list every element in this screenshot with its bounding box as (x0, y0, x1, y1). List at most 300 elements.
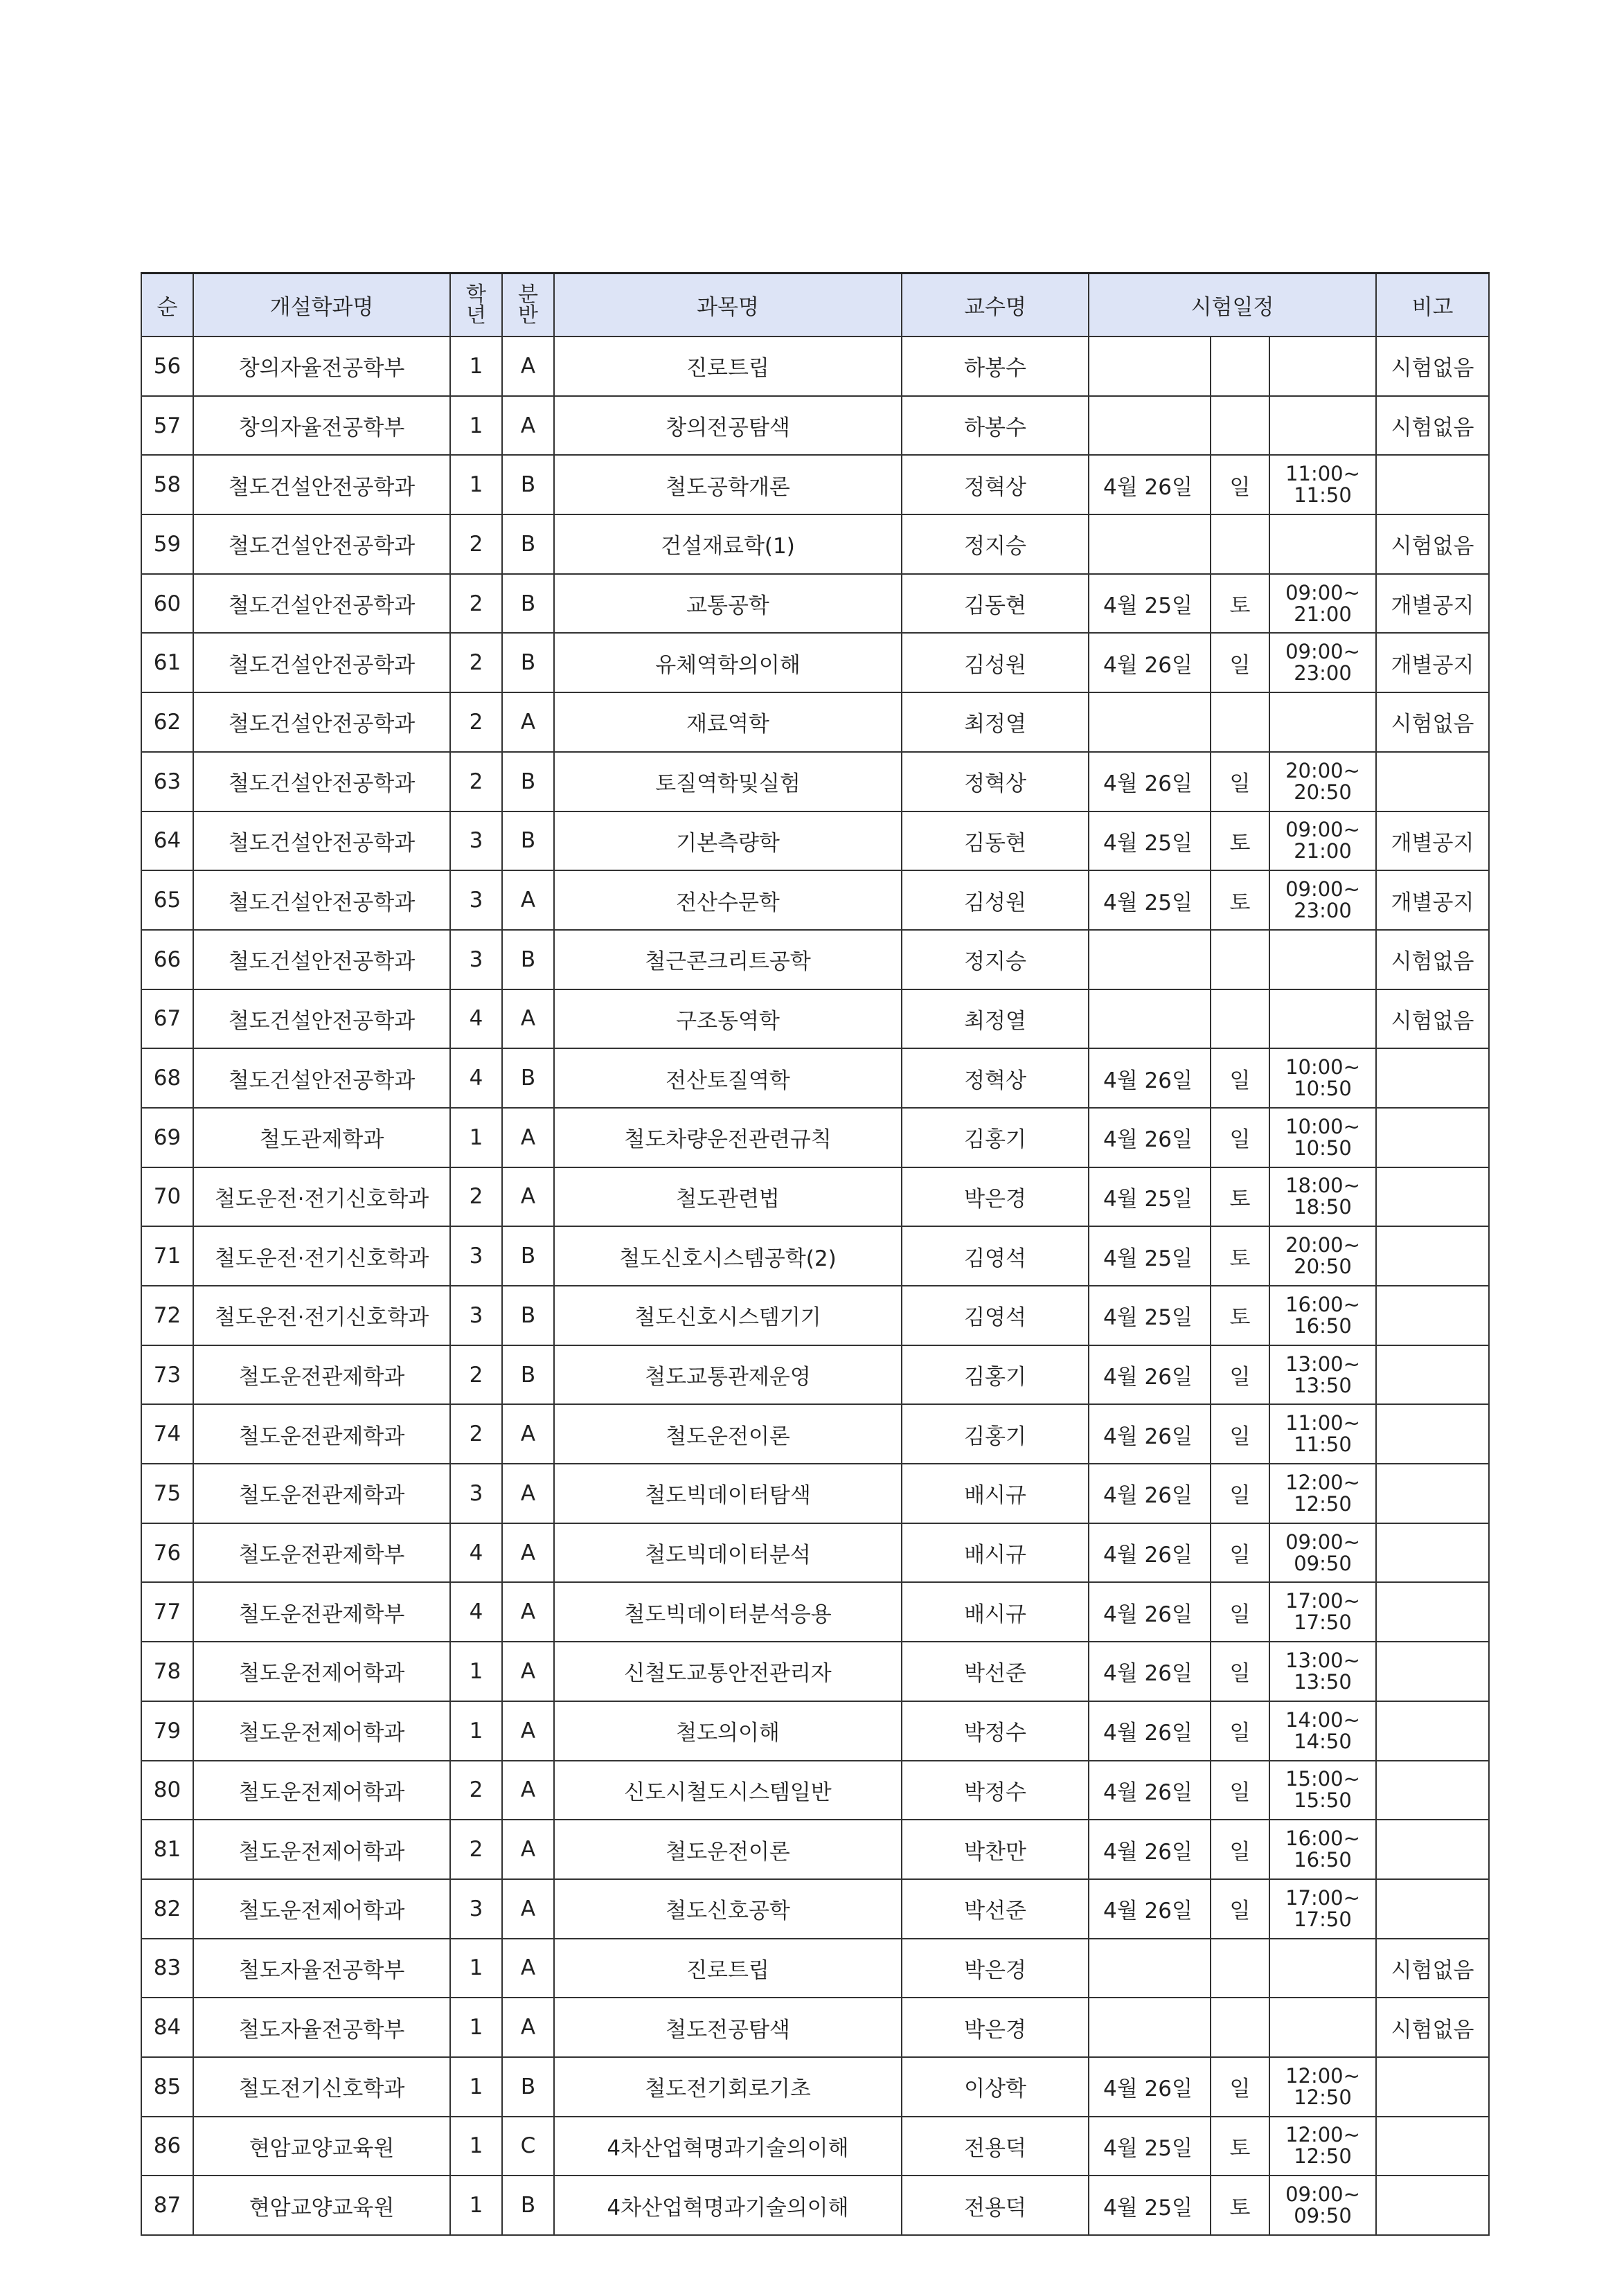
cell-no: 60 (141, 574, 193, 634)
cell-exam-date: 4월 26일 (1089, 752, 1211, 811)
cell-professor: 정지승 (902, 514, 1089, 574)
table-header-row (141, 273, 1489, 337)
cell-exam-date: 4월 26일 (1089, 1108, 1211, 1167)
header-grade (450, 273, 502, 337)
header-grade-text: 학 년 (466, 282, 486, 328)
cell-exam-time: 15:00~ 15:50 (1269, 1761, 1376, 1820)
cell-exam-time: 16:00~ 16:50 (1269, 1286, 1376, 1345)
cell-dept: 창의자율전공학부 (193, 396, 450, 456)
cell-grade: 4 (450, 1048, 502, 1108)
cell-section: A (502, 1879, 554, 1939)
cell-course: 철도공학개론 (554, 455, 902, 514)
header-section (502, 273, 554, 337)
table-row (141, 1701, 1489, 1761)
cell-professor: 이상학 (902, 2057, 1089, 2117)
cell-dept: 철도자율전공학부 (193, 1939, 450, 1998)
cell-exam-day: 일 (1211, 1404, 1269, 1464)
cell-section: A (502, 1523, 554, 1583)
cell-professor: 김동현 (902, 811, 1089, 871)
cell-exam-day (1211, 337, 1269, 396)
exam-schedule-table (141, 272, 1490, 2236)
cell-section: C (502, 2117, 554, 2176)
cell-exam-day: 토 (1211, 1286, 1269, 1345)
table-row (141, 1286, 1489, 1345)
cell-exam-day: 일 (1211, 455, 1269, 514)
cell-exam-date: 4월 25일 (1089, 1226, 1211, 1286)
cell-no: 61 (141, 633, 193, 692)
cell-professor: 김성원 (902, 633, 1089, 692)
cell-exam-time: 18:00~ 18:50 (1269, 1167, 1376, 1227)
cell-section: B (502, 633, 554, 692)
cell-exam-day: 일 (1211, 1701, 1269, 1761)
table-row (141, 1048, 1489, 1108)
cell-section: B (502, 1345, 554, 1405)
cell-grade: 4 (450, 1523, 502, 1583)
cell-dept: 철도운전제어학과 (193, 1820, 450, 1879)
cell-section: A (502, 870, 554, 930)
cell-exam-time: 16:00~ 16:50 (1269, 1820, 1376, 1879)
cell-professor: 김홍기 (902, 1108, 1089, 1167)
cell-course: 철도전기회로기초 (554, 2057, 902, 2117)
cell-grade: 3 (450, 1286, 502, 1345)
cell-professor: 박선준 (902, 1642, 1089, 1701)
cell-exam-time (1269, 1939, 1376, 1998)
cell-exam-time: 20:00~ 20:50 (1269, 752, 1376, 811)
cell-professor: 박찬만 (902, 1820, 1089, 1879)
cell-no: 68 (141, 1048, 193, 1108)
table-row (141, 811, 1489, 871)
table-row (141, 574, 1489, 634)
cell-no: 86 (141, 2117, 193, 2176)
cell-exam-day: 일 (1211, 1761, 1269, 1820)
cell-dept: 철도운전관제학과 (193, 1464, 450, 1523)
cell-exam-time (1269, 930, 1376, 989)
cell-exam-date: 4월 25일 (1089, 574, 1211, 634)
cell-professor: 최정열 (902, 989, 1089, 1049)
cell-professor: 김영석 (902, 1226, 1089, 1286)
cell-section: A (502, 1642, 554, 1701)
cell-grade: 3 (450, 870, 502, 930)
cell-exam-time: 17:00~ 17:50 (1269, 1582, 1376, 1642)
table-row (141, 1464, 1489, 1523)
cell-professor: 하봉수 (902, 337, 1089, 396)
cell-exam-date (1089, 1939, 1211, 1998)
cell-dept: 철도관제학과 (193, 1108, 450, 1167)
cell-no: 67 (141, 989, 193, 1049)
cell-grade: 1 (450, 455, 502, 514)
cell-section: B (502, 811, 554, 871)
table-row (141, 1582, 1489, 1642)
cell-exam-date: 4월 25일 (1089, 870, 1211, 930)
cell-professor: 박은경 (902, 1167, 1089, 1227)
cell-professor: 정혁상 (902, 752, 1089, 811)
cell-section: A (502, 337, 554, 396)
cell-grade: 1 (450, 1642, 502, 1701)
cell-remark (1376, 1048, 1489, 1108)
cell-remark: 개별공지 (1376, 574, 1489, 634)
cell-professor: 최정열 (902, 692, 1089, 752)
cell-section: A (502, 1820, 554, 1879)
cell-dept: 현암교양교육원 (193, 2176, 450, 2235)
cell-remark: 시험없음 (1376, 337, 1489, 396)
cell-no: 62 (141, 692, 193, 752)
cell-exam-time: 13:00~ 13:50 (1269, 1345, 1376, 1405)
cell-no: 80 (141, 1761, 193, 1820)
cell-exam-date (1089, 930, 1211, 989)
cell-exam-time (1269, 337, 1376, 396)
cell-exam-time: 09:00~ 23:00 (1269, 633, 1376, 692)
cell-section: B (502, 1048, 554, 1108)
cell-dept: 철도운전제어학과 (193, 1761, 450, 1820)
cell-dept: 철도건설안전공학과 (193, 930, 450, 989)
cell-no: 85 (141, 2057, 193, 2117)
table-row (141, 1939, 1489, 1998)
table-row (141, 1108, 1489, 1167)
cell-dept: 철도건설안전공학과 (193, 1048, 450, 1108)
cell-no: 72 (141, 1286, 193, 1345)
table-row (141, 1879, 1489, 1939)
cell-no: 63 (141, 752, 193, 811)
cell-exam-time: 10:00~ 10:50 (1269, 1048, 1376, 1108)
cell-section: A (502, 1998, 554, 2057)
cell-professor: 정혁상 (902, 455, 1089, 514)
cell-remark (1376, 1167, 1489, 1227)
cell-dept: 창의자율전공학부 (193, 337, 450, 396)
cell-no: 78 (141, 1642, 193, 1701)
cell-exam-date (1089, 396, 1211, 456)
cell-course: 교통공학 (554, 574, 902, 634)
cell-no: 84 (141, 1998, 193, 2057)
cell-grade: 1 (450, 1998, 502, 2057)
cell-remark (1376, 1226, 1489, 1286)
cell-section: B (502, 514, 554, 574)
cell-grade: 1 (450, 337, 502, 396)
cell-exam-time: 11:00~ 11:50 (1269, 455, 1376, 514)
cell-exam-day: 토 (1211, 2117, 1269, 2176)
cell-dept: 철도건설안전공학과 (193, 514, 450, 574)
cell-dept: 철도건설안전공학과 (193, 989, 450, 1049)
cell-section: A (502, 1582, 554, 1642)
cell-dept: 철도운전·전기신호학과 (193, 1226, 450, 1286)
table-row (141, 2057, 1489, 2117)
cell-remark (1376, 2176, 1489, 2235)
cell-section: A (502, 396, 554, 456)
cell-professor: 박선준 (902, 1879, 1089, 1939)
header-remark: 비고 (1376, 273, 1489, 337)
cell-course: 철도전공탐색 (554, 1998, 902, 2057)
cell-remark (1376, 1582, 1489, 1642)
table-row (141, 514, 1489, 574)
cell-exam-day: 일 (1211, 1642, 1269, 1701)
cell-professor: 전용덕 (902, 2176, 1089, 2235)
cell-exam-day: 일 (1211, 1879, 1269, 1939)
cell-remark: 시험없음 (1376, 396, 1489, 456)
cell-section: A (502, 989, 554, 1049)
header-schedule: 시험일정 (1089, 273, 1376, 337)
cell-remark: 시험없음 (1376, 1998, 1489, 2057)
cell-exam-time (1269, 514, 1376, 574)
table-row (141, 1820, 1489, 1879)
cell-grade: 1 (450, 1701, 502, 1761)
cell-remark: 시험없음 (1376, 989, 1489, 1049)
cell-exam-date: 4월 25일 (1089, 2117, 1211, 2176)
cell-dept: 철도건설안전공학과 (193, 692, 450, 752)
table-row (141, 2117, 1489, 2176)
cell-remark: 개별공지 (1376, 811, 1489, 871)
cell-exam-day (1211, 1998, 1269, 2057)
table-row (141, 692, 1489, 752)
cell-grade: 2 (450, 692, 502, 752)
cell-grade: 2 (450, 574, 502, 634)
cell-section: A (502, 1761, 554, 1820)
cell-professor: 김홍기 (902, 1345, 1089, 1405)
cell-remark (1376, 752, 1489, 811)
cell-no: 79 (141, 1701, 193, 1761)
cell-no: 71 (141, 1226, 193, 1286)
cell-exam-date: 4월 26일 (1089, 1761, 1211, 1820)
cell-professor: 배시규 (902, 1582, 1089, 1642)
cell-no: 69 (141, 1108, 193, 1167)
cell-remark: 시험없음 (1376, 930, 1489, 989)
cell-exam-date: 4월 26일 (1089, 633, 1211, 692)
table-row (141, 1167, 1489, 1227)
cell-course: 철도관련법 (554, 1167, 902, 1227)
cell-no: 64 (141, 811, 193, 871)
cell-exam-day (1211, 930, 1269, 989)
cell-grade: 3 (450, 811, 502, 871)
cell-remark (1376, 1464, 1489, 1523)
cell-exam-time: 12:00~ 12:50 (1269, 2057, 1376, 2117)
cell-course: 전산수문학 (554, 870, 902, 930)
cell-exam-day: 일 (1211, 2057, 1269, 2117)
table-row (141, 2176, 1489, 2235)
cell-professor: 정지승 (902, 930, 1089, 989)
cell-exam-date: 4월 26일 (1089, 1464, 1211, 1523)
cell-remark (1376, 2117, 1489, 2176)
cell-exam-day (1211, 989, 1269, 1049)
cell-grade: 2 (450, 633, 502, 692)
table-row (141, 752, 1489, 811)
cell-section: B (502, 1226, 554, 1286)
cell-exam-day: 일 (1211, 752, 1269, 811)
cell-exam-date: 4월 26일 (1089, 455, 1211, 514)
cell-exam-time: 17:00~ 17:50 (1269, 1879, 1376, 1939)
cell-exam-day: 일 (1211, 1464, 1269, 1523)
cell-dept: 철도운전제어학과 (193, 1642, 450, 1701)
cell-professor: 배시규 (902, 1523, 1089, 1583)
cell-dept: 철도운전관제학과 (193, 1404, 450, 1464)
table-body (141, 337, 1489, 2235)
table-row (141, 930, 1489, 989)
cell-grade: 1 (450, 396, 502, 456)
cell-grade: 2 (450, 514, 502, 574)
cell-no: 77 (141, 1582, 193, 1642)
cell-section: A (502, 1701, 554, 1761)
cell-grade: 3 (450, 930, 502, 989)
cell-course: 철도빅데이터분석 (554, 1523, 902, 1583)
cell-remark (1376, 1108, 1489, 1167)
cell-exam-date: 4월 26일 (1089, 1820, 1211, 1879)
cell-section: B (502, 574, 554, 634)
header-dept: 개설학과명 (193, 273, 450, 337)
cell-no: 70 (141, 1167, 193, 1227)
cell-exam-date: 4월 26일 (1089, 1642, 1211, 1701)
cell-exam-date (1089, 989, 1211, 1049)
cell-exam-time: 10:00~ 10:50 (1269, 1108, 1376, 1167)
cell-no: 57 (141, 396, 193, 456)
cell-no: 65 (141, 870, 193, 930)
header-no: 순 (141, 273, 193, 337)
cell-exam-day: 일 (1211, 1048, 1269, 1108)
cell-course: 진로트립 (554, 1939, 902, 1998)
cell-exam-day (1211, 692, 1269, 752)
cell-exam-day (1211, 514, 1269, 574)
cell-exam-day: 일 (1211, 1523, 1269, 1583)
cell-course: 철도신호시스템기기 (554, 1286, 902, 1345)
cell-no: 66 (141, 930, 193, 989)
cell-course: 진로트립 (554, 337, 902, 396)
cell-exam-time: 11:00~ 11:50 (1269, 1404, 1376, 1464)
cell-exam-day: 토 (1211, 870, 1269, 930)
cell-dept: 철도자율전공학부 (193, 1998, 450, 2057)
header-course: 과목명 (554, 273, 902, 337)
cell-dept: 철도운전관제학부 (193, 1523, 450, 1583)
cell-exam-date (1089, 337, 1211, 396)
cell-exam-time: 13:00~ 13:50 (1269, 1642, 1376, 1701)
table-row (141, 1998, 1489, 2057)
cell-professor: 박은경 (902, 1998, 1089, 2057)
cell-dept: 철도전기신호학과 (193, 2057, 450, 2117)
cell-course: 4차산업혁명과기술의이해 (554, 2117, 902, 2176)
table-row (141, 1404, 1489, 1464)
cell-exam-time (1269, 692, 1376, 752)
cell-grade: 2 (450, 1167, 502, 1227)
cell-grade: 1 (450, 2117, 502, 2176)
cell-exam-day: 일 (1211, 1582, 1269, 1642)
cell-no: 75 (141, 1464, 193, 1523)
cell-section: B (502, 2176, 554, 2235)
cell-no: 82 (141, 1879, 193, 1939)
cell-exam-date: 4월 26일 (1089, 1048, 1211, 1108)
cell-course: 철근콘크리트공학 (554, 930, 902, 989)
cell-remark (1376, 1879, 1489, 1939)
cell-course: 철도빅데이터탐색 (554, 1464, 902, 1523)
cell-professor: 박정수 (902, 1701, 1089, 1761)
cell-no: 81 (141, 1820, 193, 1879)
cell-grade: 4 (450, 989, 502, 1049)
cell-exam-date: 4월 26일 (1089, 1523, 1211, 1583)
cell-exam-time (1269, 1998, 1376, 2057)
cell-professor: 전용덕 (902, 2117, 1089, 2176)
cell-grade: 3 (450, 1464, 502, 1523)
cell-remark (1376, 455, 1489, 514)
cell-section: B (502, 930, 554, 989)
cell-dept: 철도운전관제학부 (193, 1582, 450, 1642)
cell-course: 철도운전이론 (554, 1820, 902, 1879)
cell-exam-date (1089, 692, 1211, 752)
cell-exam-date: 4월 25일 (1089, 2176, 1211, 2235)
cell-remark (1376, 1642, 1489, 1701)
table-row (141, 396, 1489, 456)
cell-professor: 배시규 (902, 1464, 1089, 1523)
cell-dept: 철도건설안전공학과 (193, 633, 450, 692)
cell-course: 철도차량운전관련규칙 (554, 1108, 902, 1167)
cell-course: 철도의이해 (554, 1701, 902, 1761)
cell-dept: 철도건설안전공학과 (193, 455, 450, 514)
cell-dept: 철도운전·전기신호학과 (193, 1167, 450, 1227)
cell-no: 73 (141, 1345, 193, 1405)
cell-grade: 1 (450, 1939, 502, 1998)
cell-section: A (502, 1108, 554, 1167)
cell-exam-time: 12:00~ 12:50 (1269, 1464, 1376, 1523)
table-row (141, 1642, 1489, 1701)
cell-grade: 4 (450, 1582, 502, 1642)
cell-course: 4차산업혁명과기술의이해 (554, 2176, 902, 2235)
table-row (141, 1523, 1489, 1583)
cell-course: 기본측량학 (554, 811, 902, 871)
header-section-text: 분 반 (518, 282, 538, 328)
cell-grade: 2 (450, 1820, 502, 1879)
header-professor: 교수명 (902, 273, 1089, 337)
cell-no: 87 (141, 2176, 193, 2235)
cell-exam-date: 4월 25일 (1089, 811, 1211, 871)
cell-course: 건설재료학(1) (554, 514, 902, 574)
cell-exam-day: 토 (1211, 574, 1269, 634)
table-row (141, 1345, 1489, 1405)
cell-course: 전산토질역학 (554, 1048, 902, 1108)
cell-exam-time: 09:00~ 09:50 (1269, 2176, 1376, 2235)
cell-professor: 김성원 (902, 870, 1089, 930)
cell-professor: 정혁상 (902, 1048, 1089, 1108)
cell-remark: 시험없음 (1376, 1939, 1489, 1998)
cell-dept: 철도운전제어학과 (193, 1879, 450, 1939)
cell-exam-time (1269, 396, 1376, 456)
cell-exam-date: 4월 26일 (1089, 2057, 1211, 2117)
cell-dept: 철도운전제어학과 (193, 1701, 450, 1761)
cell-no: 76 (141, 1523, 193, 1583)
cell-section: B (502, 455, 554, 514)
cell-exam-date: 4월 26일 (1089, 1879, 1211, 1939)
cell-professor: 김홍기 (902, 1404, 1089, 1464)
cell-remark (1376, 1404, 1489, 1464)
cell-section: A (502, 1464, 554, 1523)
table-row (141, 337, 1489, 396)
cell-exam-day: 일 (1211, 1820, 1269, 1879)
cell-no: 56 (141, 337, 193, 396)
cell-exam-time: 09:00~ 09:50 (1269, 1523, 1376, 1583)
cell-section: B (502, 752, 554, 811)
cell-remark: 개별공지 (1376, 633, 1489, 692)
cell-exam-date (1089, 514, 1211, 574)
cell-remark (1376, 1761, 1489, 1820)
cell-exam-date (1089, 1998, 1211, 2057)
table-row (141, 989, 1489, 1049)
cell-exam-time: 09:00~ 21:00 (1269, 574, 1376, 634)
cell-exam-day: 일 (1211, 1345, 1269, 1405)
cell-course: 유체역학의이해 (554, 633, 902, 692)
cell-exam-date: 4월 26일 (1089, 1404, 1211, 1464)
cell-exam-day: 토 (1211, 1226, 1269, 1286)
cell-dept: 철도운전관제학과 (193, 1345, 450, 1405)
cell-exam-day: 토 (1211, 811, 1269, 871)
cell-course: 토질역학및실험 (554, 752, 902, 811)
cell-dept: 철도건설안전공학과 (193, 752, 450, 811)
table-row (141, 633, 1489, 692)
cell-course: 신철도교통안전관리자 (554, 1642, 902, 1701)
cell-course: 철도빅데이터분석응용 (554, 1582, 902, 1642)
cell-course: 신도시철도시스템일반 (554, 1761, 902, 1820)
cell-professor: 김동현 (902, 574, 1089, 634)
